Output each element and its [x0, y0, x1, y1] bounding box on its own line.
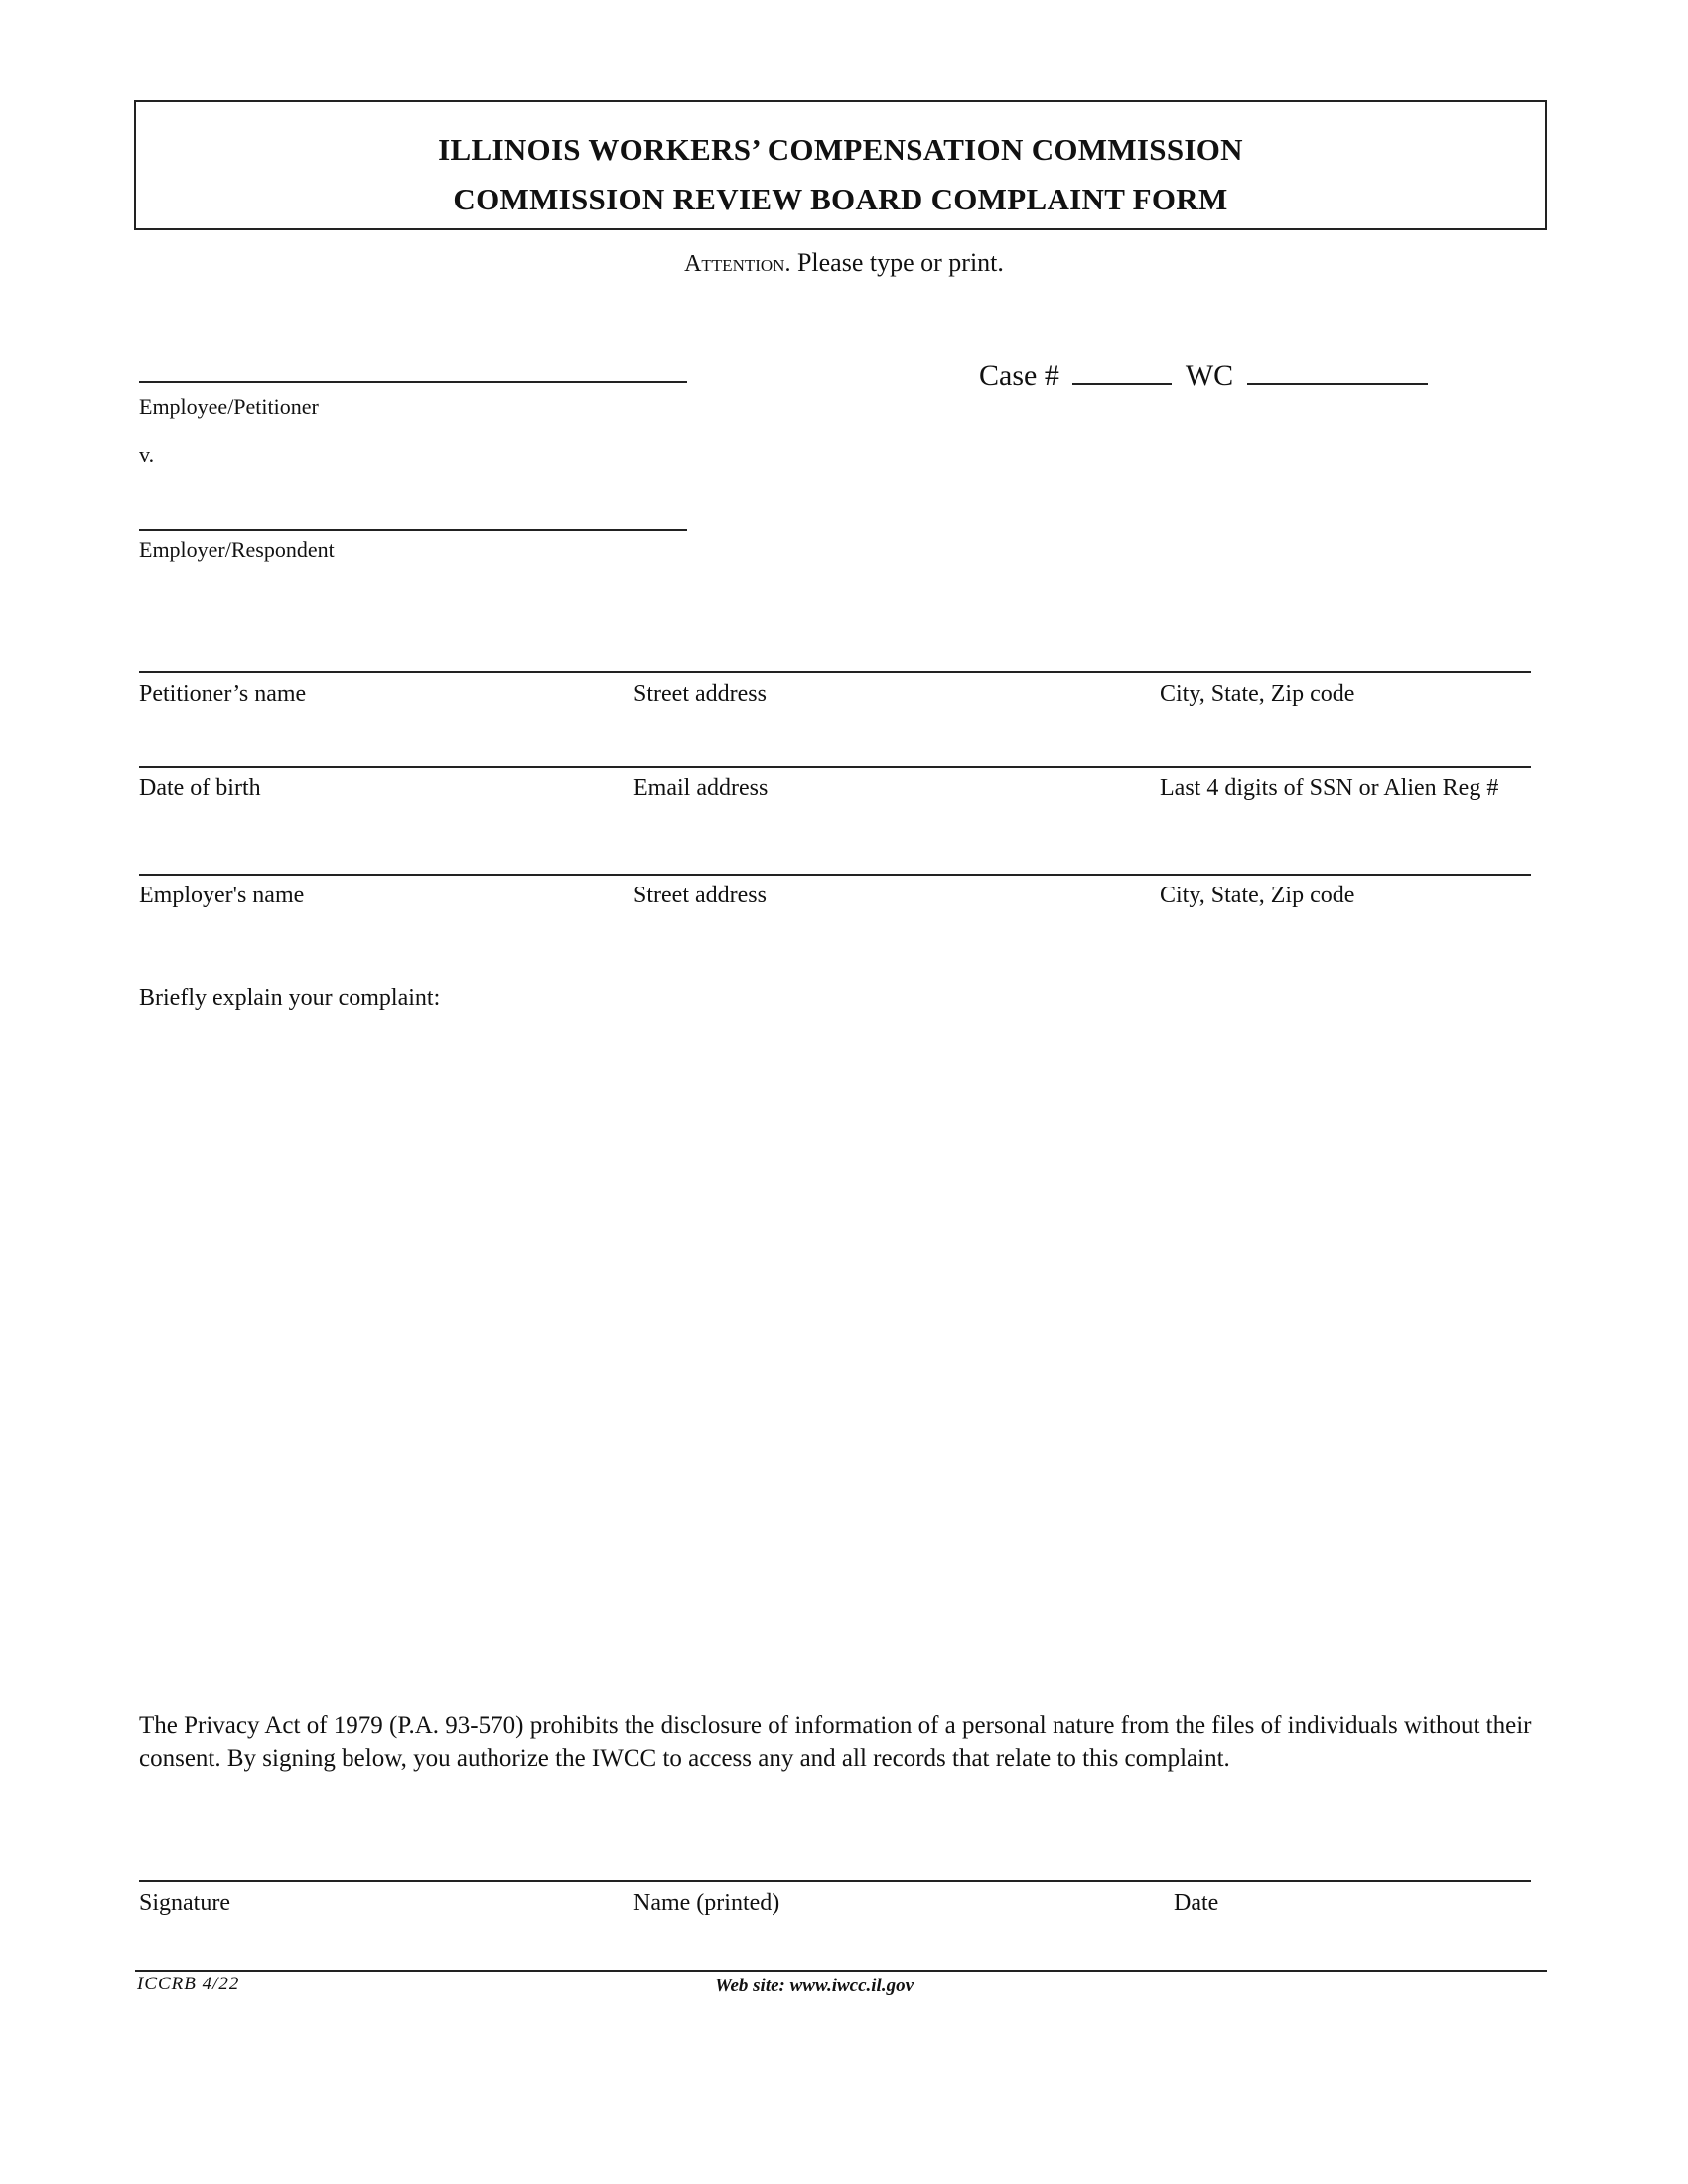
- form-title: COMMISSION REVIEW BOARD COMPLAINT FORM: [453, 182, 1228, 216]
- employer-respondent-line[interactable]: [139, 529, 687, 531]
- form-code: ICCRB 4/22: [137, 1974, 240, 1994]
- employer-info-line[interactable]: [139, 874, 1531, 876]
- date-label: Date: [1174, 1890, 1219, 1916]
- employer-name-label: Employer's name: [139, 883, 305, 908]
- email-address-label: Email address: [633, 775, 769, 801]
- wc-number-blank[interactable]: [1247, 353, 1428, 385]
- ssn-label: Last 4 digits of SSN or Alien Reg #: [1160, 775, 1499, 801]
- versus-label: v.: [139, 442, 155, 467]
- employer-street-label: Street address: [633, 883, 767, 908]
- complaint-text-area[interactable]: [139, 1032, 1529, 1678]
- date-of-birth-label: Date of birth: [139, 775, 261, 801]
- case-number-blank[interactable]: [1072, 353, 1172, 385]
- signature-line[interactable]: [139, 1880, 1531, 1882]
- footer-rule: [135, 1970, 1547, 1972]
- petitioner-city-label: City, State, Zip code: [1160, 681, 1355, 707]
- attention-note: [0, 248, 1688, 278]
- case-number-label: Case #: [979, 359, 1059, 392]
- website-link[interactable]: Web site: www.iwcc.il.gov: [715, 1976, 914, 1996]
- signature-label: Signature: [139, 1890, 230, 1916]
- petitioner-street-label: Street address: [633, 681, 767, 707]
- petitioner-info-line[interactable]: [139, 671, 1531, 673]
- petitioner-details-line[interactable]: [139, 766, 1531, 768]
- petitioner-name-label: Petitioner’s name: [139, 681, 307, 707]
- attention-label: Attention.: [684, 251, 791, 277]
- attention-text: Please type or print.: [796, 248, 1004, 277]
- name-printed-label: Name (printed): [633, 1890, 780, 1916]
- privacy-notice: The Privacy Act of 1979 (P.A. 93-570) prohibits the disclosure of information of a personal nature from the files of individuals without their consent. By signing below, you authorize the IWCC to access any and all records that relate to this complaint.: [139, 1712, 1532, 1772]
- employer-city-label: City, State, Zip code: [1160, 883, 1355, 908]
- employer-respondent-label: Employer/Respondent: [139, 537, 335, 562]
- employee-petitioner-line[interactable]: [139, 381, 687, 383]
- employee-petitioner-label: Employee/Petitioner: [139, 394, 319, 419]
- wc-label: WC: [1185, 359, 1234, 392]
- form-header-box: [134, 100, 1547, 230]
- case-number-field: [979, 353, 1428, 393]
- complaint-prompt: Briefly explain your complaint:: [139, 985, 441, 1011]
- commission-title: ILLINOIS WORKERS’ COMPENSATION COMMISSION: [438, 132, 1243, 167]
